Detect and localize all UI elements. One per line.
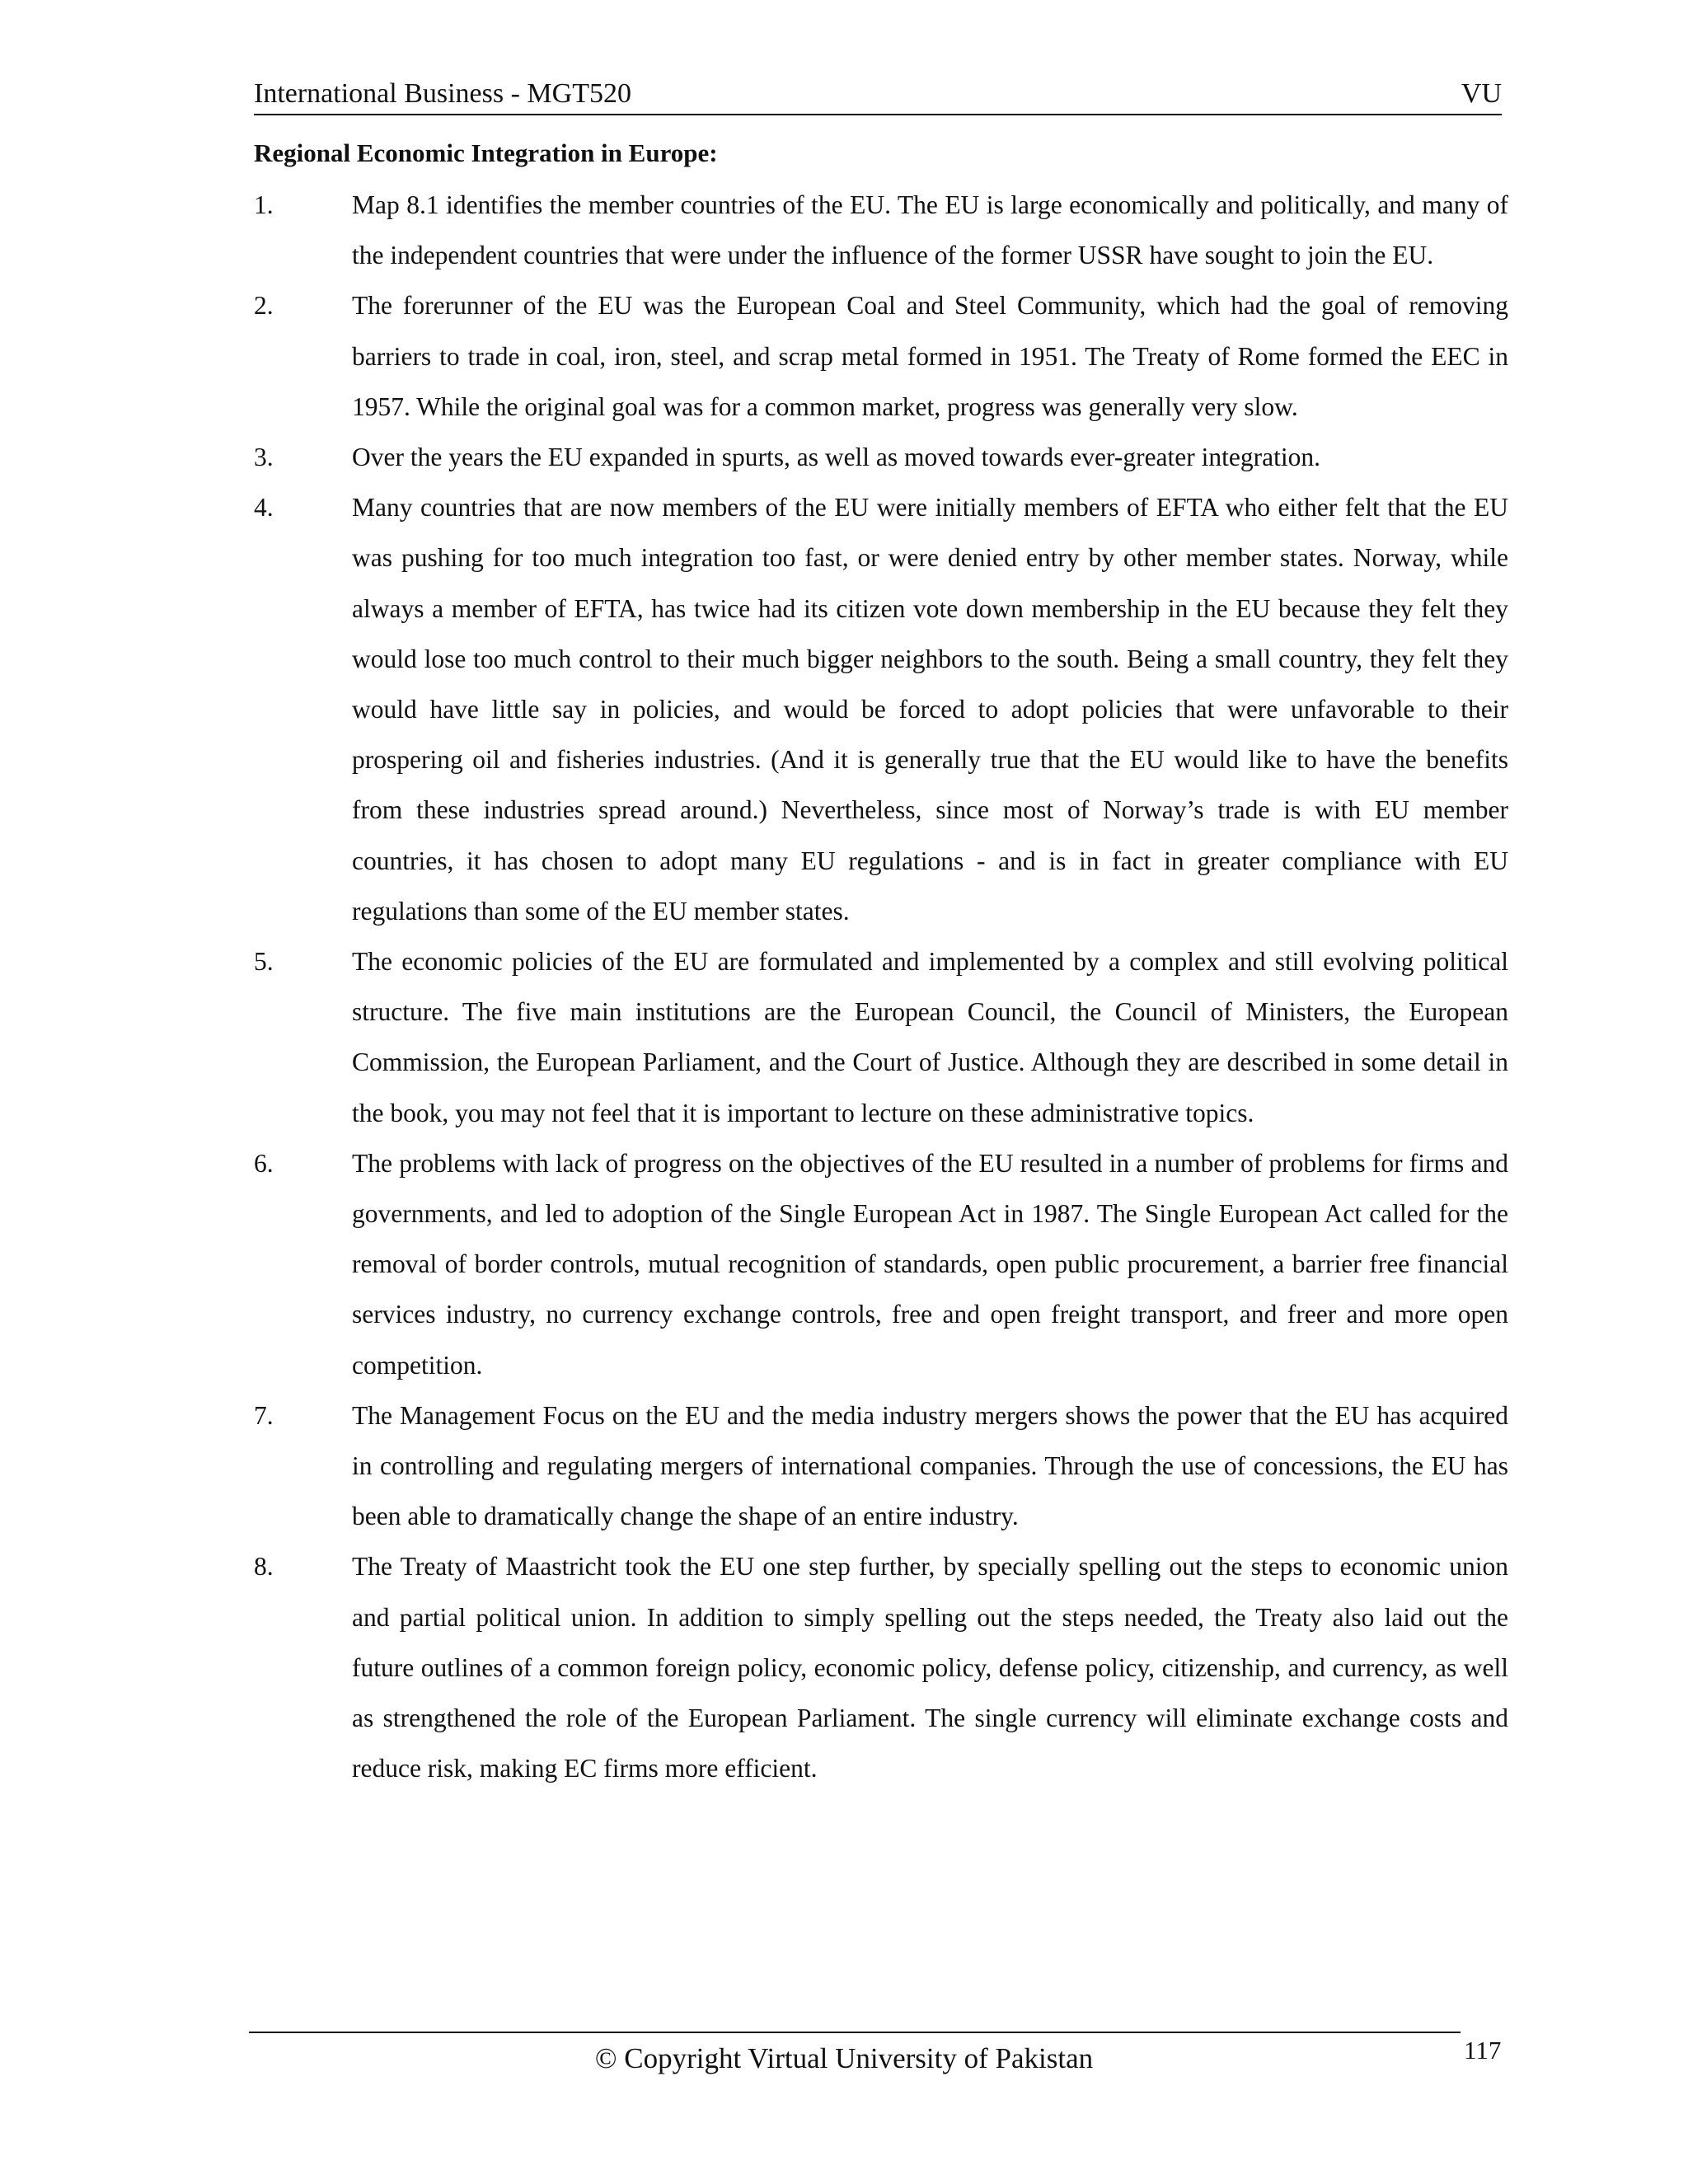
- item-number: 8.: [254, 1552, 274, 1582]
- list-item: [254, 482, 1508, 936]
- item-number: 7.: [254, 1400, 274, 1430]
- list-item: [254, 1541, 1508, 1793]
- item-text: The economic policies of the EU are formulated and implemented by a complex and still evolving political structure. The five main institutions are the European Council, the Council of Ministers, the European Commission, the European Parliament, and the Court of Justice. Although they are described in some detail in the book, you may not feel that it is important to lecture on these administrative topics.: [352, 947, 1508, 1127]
- list-item: [254, 936, 1508, 1138]
- item-number: 4.: [254, 493, 274, 523]
- footer-copyright: © Copyright Virtual University of Pakistan: [594, 2042, 1094, 2074]
- course-title: International Business - MGT520: [254, 78, 631, 109]
- page-header: [254, 76, 1502, 115]
- item-text: Many countries that are now members of the EU were initially members of EFTA who either felt that the EU was pushing for too much integration too fast, or were denied entry by other member states. Norway, while always a member of EFTA, has twice had its citizen vote down membership in the EU because they felt they would lose too much control to their much bigger neighbors to the south. Being a small country, they felt they would have little say in policies, and would be forced to adopt policies that were unfavorable to their prospering oil and fisheries industries. (And it is generally true that the EU would like to have the benefits from these industries spread around.) Nevertheless, since most of Norway’s trade is with EU member countries, it has chosen to adopt many EU regulations - and is in fact in greater compliance with EU regulations than some of the EU member states.: [352, 493, 1508, 926]
- page-number: 117: [1464, 2036, 1502, 2064]
- item-number: 5.: [254, 947, 274, 977]
- item-text: Over the years the EU expanded in spurts, as well as moved towards ever-greater integration.: [352, 443, 1320, 472]
- footer-divider: [249, 2032, 1461, 2033]
- item-text: The Management Focus on the EU and the media industry mergers shows the power that the EU has acquired in controlling and regulating mergers of international companies. Through the use of concessions, the EU has been able to dramatically change the shape of an entire industry.: [352, 1400, 1508, 1531]
- item-number: 1.: [254, 190, 274, 219]
- item-text: The Treaty of Maastricht took the EU one step further, by specially spelling out the steps to economic union and partial political union. In addition to simply spelling out the steps needed, the Treaty also laid out the future outlines of a common foreign policy, economic policy, defense policy, citizenship, and currency, as well as strengthened the role of the European Parliament. The single currency will eliminate exchange costs and reduce risk, making EC firms more efficient.: [352, 1552, 1508, 1783]
- section-title: Regional Economic Integration in Europe:: [254, 138, 718, 167]
- item-text: The forerunner of the EU was the European Coal and Steel Community, which had the goal of removing barriers to trade in coal, iron, steel, and scrap metal formed in 1951. The Treaty of Rome formed the EEC in 1957. While the original goal was for a common market, progress was generally very slow.: [352, 291, 1508, 421]
- item-text: Map 8.1 identifies the member countries of the EU. The EU is large economically and politically, and many of the independent countries that were under the influence of the former USSR have sought to join the EU.: [352, 190, 1508, 270]
- list-item: [254, 180, 1508, 280]
- list-item: [254, 1390, 1508, 1542]
- list-item: [254, 1138, 1508, 1390]
- item-number: 2.: [254, 291, 274, 321]
- list-item: [254, 432, 1508, 482]
- item-number: 6.: [254, 1148, 274, 1178]
- item-text: The problems with lack of progress on the objectives of the EU resulted in a number of problems for firms and governments, and led to adoption of the Single European Act in 1987. The Single European Act called for the removal of border controls, mutual recognition of standards, open public procurement, a barrier free financial services industry, no currency exchange controls, free and open freight transport, and freer and more open competition.: [352, 1148, 1508, 1380]
- list-item: [254, 280, 1508, 432]
- numbered-list: [254, 180, 1508, 1794]
- institution-label: VU: [1461, 78, 1502, 109]
- item-number: 3.: [254, 443, 274, 472]
